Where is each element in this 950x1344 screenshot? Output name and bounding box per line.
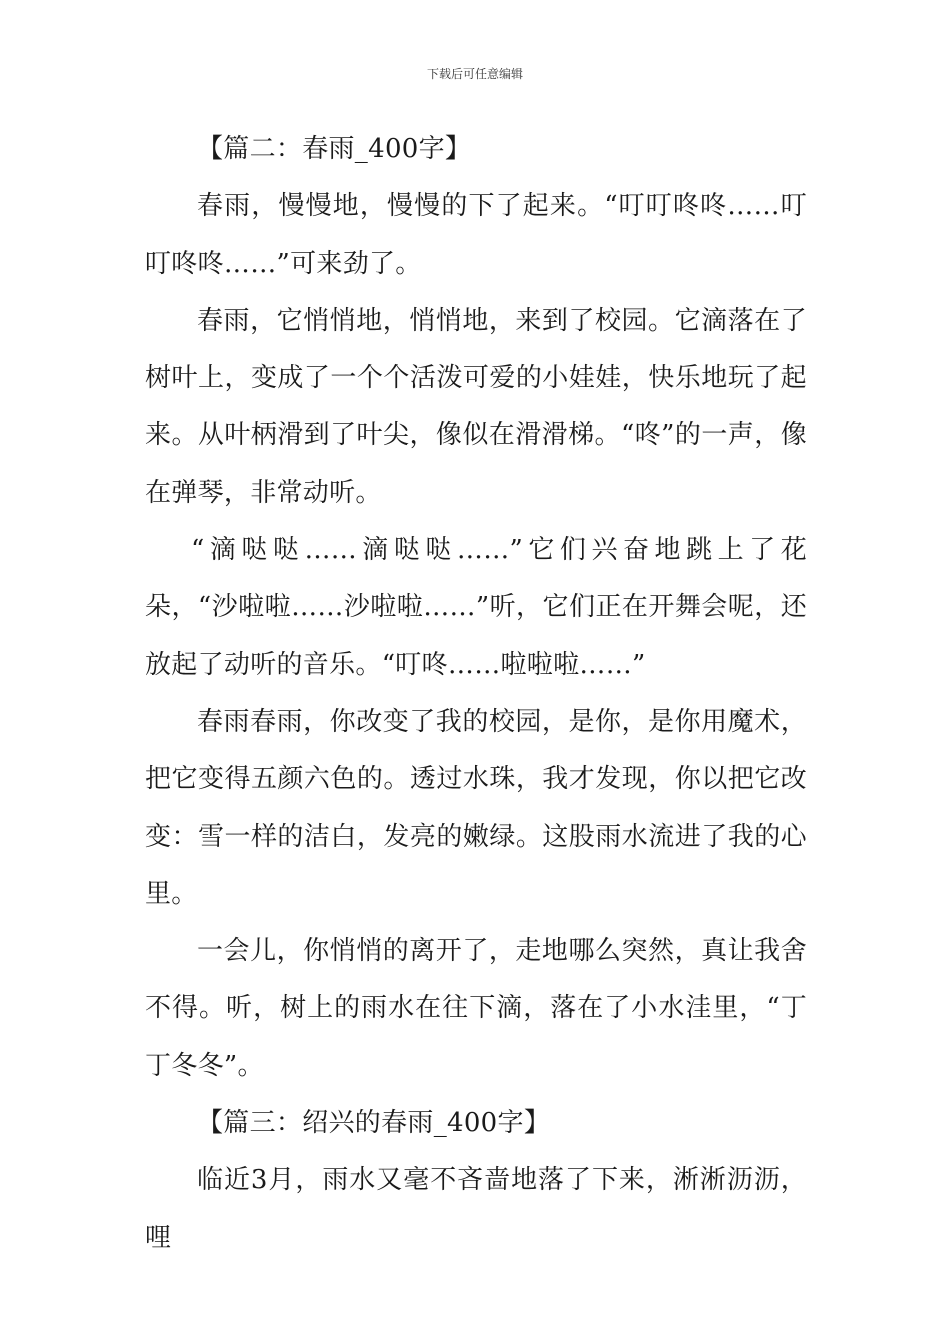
paragraph-3: “滴哒哒……滴哒哒……”它们兴奋地跳上了花朵，“沙啦啦……沙啦啦……”听，它们正在开舞会呢，还放起了动听的音乐。“叮咚……啦啦啦……”: [145, 535, 807, 680]
paragraph-4: 春雨春雨，你改变了我的校园，是你，是你用魔术，把它变得五颜六色的。透过水珠，我才发现，你以把它改变：雪一样的洁白，发亮的嫩绿。这股雨水流进了我的心里。: [145, 706, 807, 909]
section-heading-3: 【篇三：绍兴的春雨_400字】: [197, 1108, 551, 1139]
paragraph-1: 春雨，慢慢地，慢慢的下了起来。“叮叮咚咚……叮叮咚咚……”可来劲了。: [145, 191, 807, 279]
paragraph-5: 一会儿，你悄悄的离开了，走地哪么突然，真让我舍不得。听，树上的雨水在往下滴，落在了小水洼里，“丁丁冬冬”。: [145, 936, 807, 1081]
paragraph-2: 春雨，它悄悄地，悄悄地，来到了校园。它滴落在了树叶上，变成了一个个活泼可爱的小娃娃，快乐地玩了起来。从叶柄滑到了叶尖，像似在滑滑梯。“咚”的一声，像在弹琴，非常动听。: [145, 305, 807, 508]
section-heading-2: 【篇二：春雨_400字】: [197, 134, 472, 164]
paragraph-6: 临近3月，雨水又毫不吝啬地落了下来，淅淅沥沥，哩: [145, 1165, 807, 1253]
page-header-note: 下载后可任意编辑: [426, 67, 523, 81]
document-body: [145, 121, 807, 1267]
